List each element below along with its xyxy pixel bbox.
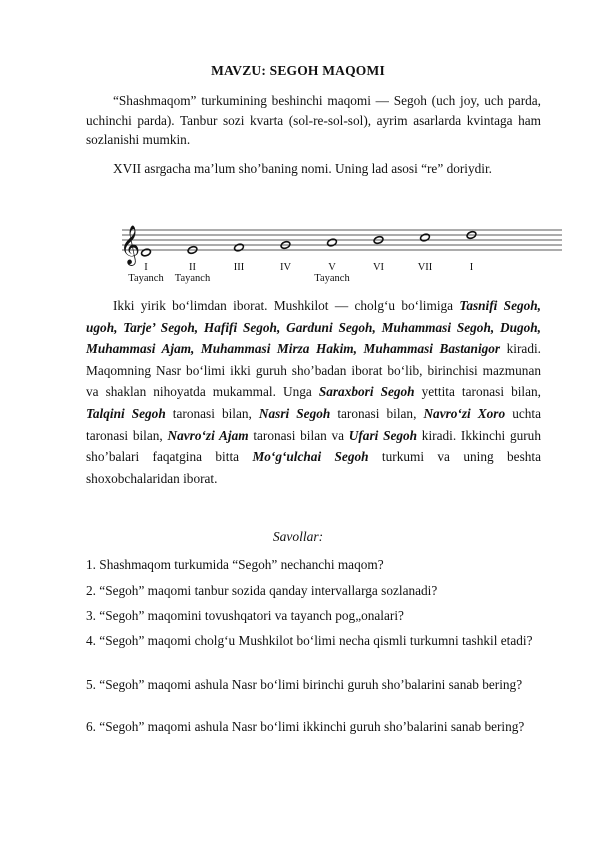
degree-label: V	[328, 262, 336, 273]
questions-heading: Savollar:	[272, 529, 324, 544]
question-2: 2. “Segoh” maqomi tanbur sozida qanday intervallarga sozlanadi?	[86, 583, 438, 598]
text-run: kiradi. Ikkinchi guruh sho’balari faqatgina bitta	[86, 427, 541, 465]
bold-italic-run: Saraxbori Segoh	[318, 384, 415, 400]
text-run: taronasi bilan,	[165, 405, 259, 421]
question-4: 4. “Segoh” maqomi cholg‘u Mushkilot bo‘limi necha qismli turkumni tashkil etadi?	[86, 633, 533, 648]
degree-label: IV	[279, 262, 292, 273]
page-title: MAVZU: SEGOH MAQOMI	[211, 63, 385, 78]
degree-label: I	[144, 262, 148, 273]
text-run: turkumi va uning beshta shoxobchalaridan iborat.	[86, 449, 541, 486]
whole-note	[141, 248, 152, 257]
bold-italic-run: Mo‘g‘ulchai Segoh	[252, 449, 369, 465]
lad-paragraph: XVII asrgacha ma’lum sho’baning nomi. Uning lad asosi “re” doriydir.	[113, 161, 492, 176]
text-run: kiradi. Maqomning Nasr bo‘limi ikki guruh sho’badan iborat bo‘lib, birinchisi mazmunan va shaklan nihoyatda mukammal. Unga	[86, 341, 541, 400]
question-3: 3. “Segoh” maqomini tovushqatori va tayanch pog„onalari?	[86, 608, 404, 623]
question-6: 6. “Segoh” maqomi ashula Nasr bo‘limi ikkinchi guruh sho’balarini sanab bering?	[86, 719, 525, 734]
scale-notation	[114, 222, 562, 284]
degree-label: VI	[372, 262, 385, 273]
structure-paragraph	[86, 295, 541, 489]
bold-italic-run: Tasnifi Segoh, ugoh, Tarje’ Segoh, Hafifi Segoh, Garduni Segoh, Muhammasi Segoh, Dugoh, Muhammasi Ajam, Muhammasi Mirza Hakim, Muhammasi Bastanigor	[86, 298, 541, 357]
whole-note	[420, 233, 431, 242]
whole-note	[234, 243, 245, 252]
bold-italic-run: Navro‘zi Xoro	[423, 405, 506, 421]
treble-clef-icon: 𝄞	[120, 225, 141, 265]
bold-italic-run: Ufari Segoh	[348, 427, 418, 443]
intro-paragraph: “Shashmaqom” turkumining beshinchi maqomi — Segoh (uch joy, uch parda, uchinchi parda). Tanbur sozi kvarta (sol-re-sol-sol), ayrim asarlarda kvintaga ham sozlanishi mumkin.	[86, 93, 541, 148]
degree-label: III	[233, 262, 245, 273]
text-run: Ikki yirik bo‘limdan iborat. Mushkilot — cholg‘u bo‘limiga	[113, 298, 460, 313]
bold-italic-run: Talqini Segoh	[86, 405, 166, 421]
tayanch-label: Tayanch	[314, 273, 350, 284]
question-5: 5. “Segoh” maqomi ashula Nasr bo‘limi birinchi guruh sho’balarini sanab bering?	[86, 677, 523, 692]
degree-label: VII	[417, 262, 433, 273]
bold-italic-run: Nasri Segoh	[258, 405, 331, 421]
music-staff	[114, 222, 562, 284]
text-run: uchta taronasi bilan,	[86, 405, 541, 443]
text-run: taronasi bilan va	[248, 427, 349, 443]
text-run: taronasi bilan,	[330, 405, 424, 421]
degree-label: I	[469, 262, 474, 273]
whole-note	[327, 238, 338, 247]
bold-italic-run: Navro‘zi Ajam	[167, 427, 249, 443]
question-1: 1. Shashmaqom turkumida “Segoh” nechanchi maqom?	[86, 557, 384, 572]
tayanch-label: Tayanch	[174, 273, 211, 284]
degree-label: II	[189, 262, 196, 273]
text-run: yettita taronasi bilan,	[414, 384, 541, 400]
tayanch-label: Tayanch	[128, 273, 164, 284]
